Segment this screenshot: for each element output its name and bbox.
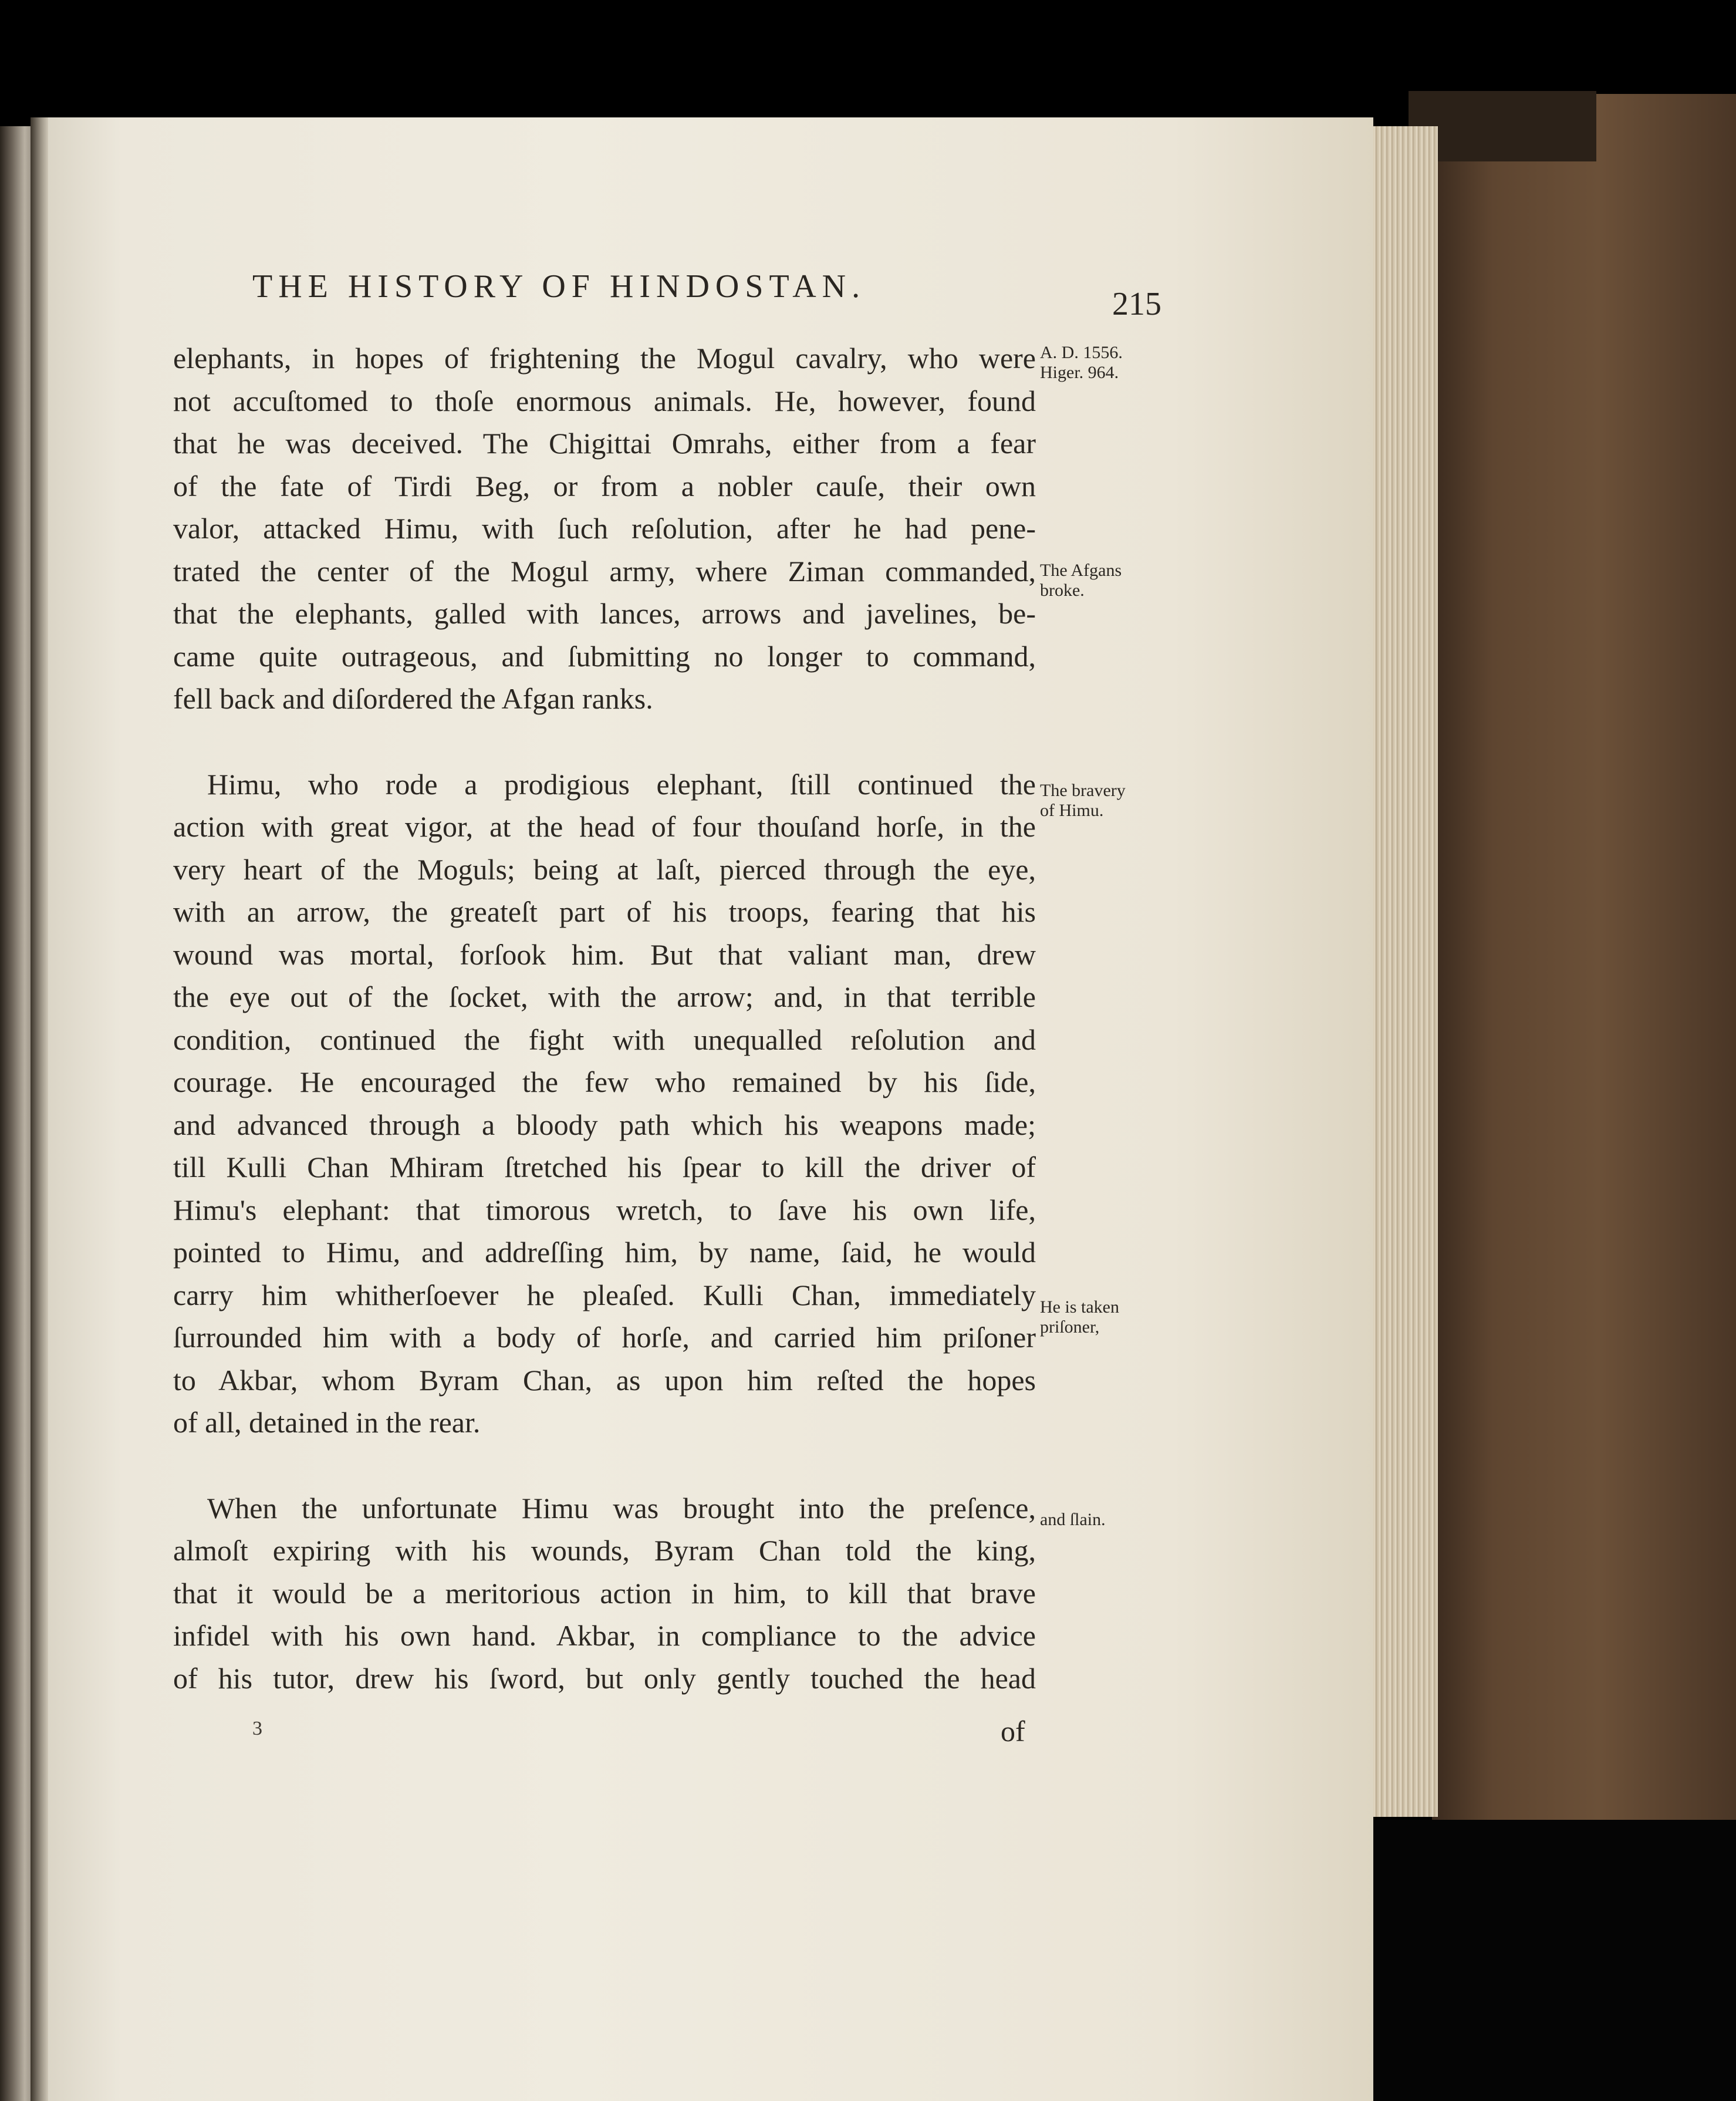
margin-note-slain — [1040, 1510, 1106, 1530]
text-line: infidel with his own hand. Akbar, in compliance to the advice — [173, 1619, 1036, 1652]
text-line: When the unfortunate Himu was brought into the preſence, — [207, 1491, 1036, 1525]
margin-note-taken-prisoner — [1040, 1297, 1119, 1337]
paragraph-gap — [173, 1444, 1036, 1487]
page-edges — [1367, 126, 1438, 1817]
scan-background — [1373, 1820, 1736, 2101]
left-page-sliver — [0, 126, 35, 2101]
text-line: fell back and diſordered the Afgan ranks. — [173, 682, 653, 715]
text-line: of his tutor, drew his ſword, but only gently touched the head — [173, 1661, 1036, 1695]
text-line: elephants, in hopes of frightening the Mogul cavalry, who were — [173, 342, 1036, 375]
running-title: THE HISTORY OF HINDOSTAN. — [252, 268, 866, 305]
margin-note-line: of Himu. — [1040, 801, 1104, 820]
margin-note-line: broke. — [1040, 581, 1085, 600]
text-line: very heart of the Moguls; being at laſt, pierced through the eye, — [173, 852, 1036, 886]
text-line: wound was mortal, forſook him. But that valiant man, drew — [173, 937, 1036, 971]
text-line: that it would be a meritorious action in him, to kill that brave — [173, 1576, 1036, 1610]
text-line: to Akbar, whom Byram Chan, as upon him reſted the hopes — [173, 1363, 1036, 1397]
margin-note-date — [1040, 343, 1123, 383]
paragraph — [173, 763, 1036, 1444]
paragraph — [173, 337, 1036, 720]
margin-note-line: A. D. 1556. — [1040, 343, 1123, 362]
margin-note-line: priſoner, — [1040, 1317, 1100, 1337]
text-line: that he was deceived. The Chigittai Omrahs, either from a fear — [173, 427, 1036, 460]
text-line: pointed to Himu, and addreſſing him, by name, ſaid, he would — [173, 1236, 1036, 1269]
text-line: Himu, who rode a prodigious elephant, ſtill continued the — [207, 767, 1036, 801]
text-line: Himu's elephant: that timorous wretch, to ſave his own life, — [173, 1193, 1036, 1226]
text-line: came quite outrageous, and ſubmitting no longer to command, — [173, 639, 1036, 673]
book-gutter — [31, 117, 48, 2101]
text-line: and advanced through a bloody path which his weapons made; — [173, 1108, 1036, 1141]
signature-mark: 3 — [252, 1718, 262, 1739]
text-line: valor, attacked Himu, with ſuch reſolution, after he had pene- — [173, 512, 1036, 545]
text-line: courage. He encouraged the few who remained by his ſide, — [173, 1065, 1036, 1098]
text-line: with an arrow, the greateſt part of his troops, fearing that his — [173, 895, 1036, 928]
paragraph-gap — [173, 720, 1036, 763]
margin-note-line: and ſlain. — [1040, 1510, 1106, 1529]
margin-note-line: Higer. 964. — [1040, 363, 1119, 382]
margin-note-line: The Afgans — [1040, 561, 1122, 580]
text-line: carry him whitherſoever he pleaſed. Kulli Chan, immediately — [173, 1278, 1036, 1311]
text-line: condition, continued the fight with unequalled reſolution and — [173, 1023, 1036, 1056]
text-line: that the elephants, galled with lances, arrows and javelines, be- — [173, 597, 1036, 630]
text-line: trated the center of the Mogul army, where Ziman commanded, — [173, 554, 1036, 588]
catchword: of — [1001, 1715, 1025, 1748]
margin-note-bravery — [1040, 781, 1126, 821]
body-text — [173, 337, 1036, 1699]
margin-note-afgans-broke — [1040, 561, 1122, 601]
paragraph — [173, 1487, 1036, 1700]
text-line: of all, detained in the rear. — [173, 1406, 481, 1439]
text-line: ſurrounded him with a body of horſe, and carried him priſoner — [173, 1321, 1036, 1354]
page-number: 215 — [1112, 286, 1161, 322]
text-line: of the fate of Tirdi Beg, or from a nobler cauſe, their own — [173, 469, 1036, 503]
margin-note-line: He is taken — [1040, 1297, 1119, 1317]
text-line: not accuſtomed to thoſe enormous animals. He, however, found — [173, 384, 1036, 417]
book-cover-board — [1432, 94, 1736, 1855]
margin-note-line: The bravery — [1040, 781, 1126, 800]
text-line: the eye out of the ſocket, with the arrow; and, in that terrible — [173, 980, 1036, 1013]
text-line: till Kulli Chan Mhiram ſtretched his ſpear to kill the driver of — [173, 1151, 1036, 1183]
text-line: action with great vigor, at the head of four thouſand horſe, in the — [173, 810, 1036, 843]
text-line: almoſt expiring with his wounds, Byram Chan told the king, — [173, 1534, 1036, 1567]
